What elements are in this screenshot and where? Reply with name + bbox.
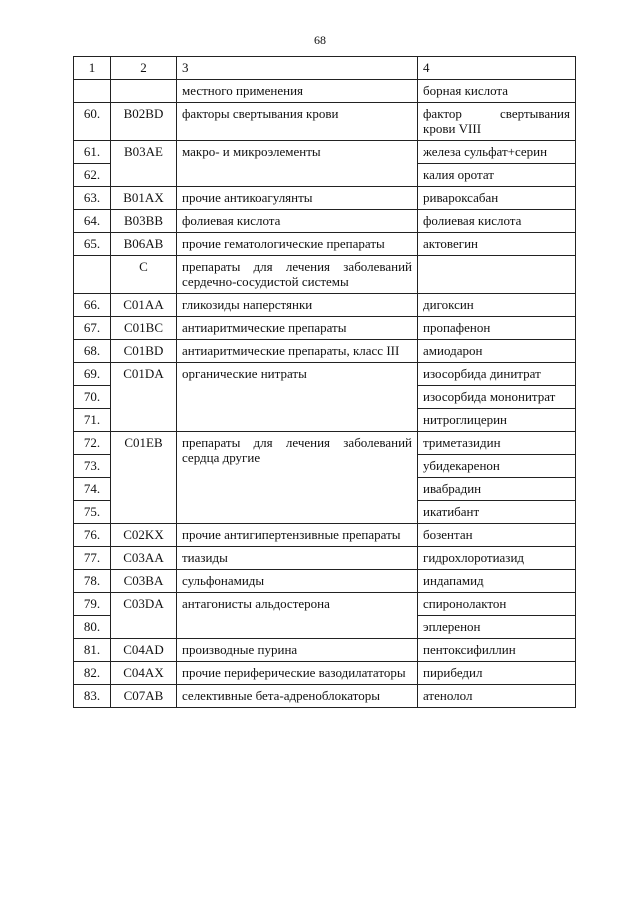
drug-group: гликозиды наперстянки	[177, 294, 418, 317]
atc-code: C07AB	[111, 685, 177, 708]
row-number: 64.	[74, 210, 111, 233]
row-number: 67.	[74, 317, 111, 340]
drug-name: пирибедил	[418, 662, 576, 685]
drug-group: производные пурина	[177, 639, 418, 662]
drug-group: прочие антигипертензивные препараты	[177, 524, 418, 547]
drug-name: изосорбида мононитрат	[418, 386, 576, 409]
table-row	[74, 233, 576, 256]
table-row	[74, 662, 576, 685]
drug-name: икатибант	[418, 501, 576, 524]
atc-code: C03DA	[111, 593, 177, 639]
drug-name: убидекаренон	[418, 455, 576, 478]
drug-group: антагонисты альдостерона	[177, 593, 418, 639]
drug-group: прочие антикоагулянты	[177, 187, 418, 210]
drug-group: препараты для лечения заболеваний сердечно-сосудистой системы	[177, 256, 418, 294]
drug-name: бозентан	[418, 524, 576, 547]
drug-name: эплеренон	[418, 616, 576, 639]
row-number	[74, 256, 111, 294]
row-number: 75.	[74, 501, 111, 524]
row-number: 63.	[74, 187, 111, 210]
table-row	[74, 141, 576, 164]
row-number: 65.	[74, 233, 111, 256]
table-header-row	[74, 57, 576, 80]
drug-name: актовегин	[418, 233, 576, 256]
table-row	[74, 210, 576, 233]
drug-name: атенолол	[418, 685, 576, 708]
drug-group: антиаритмические препараты	[177, 317, 418, 340]
atc-code: B03AE	[111, 141, 177, 187]
row-number: 72.	[74, 432, 111, 455]
drug-name: фолиевая кислота	[418, 210, 576, 233]
drug-group: местного применения	[177, 80, 418, 103]
drug-group: макро- и микроэлементы	[177, 141, 418, 187]
row-number: 71.	[74, 409, 111, 432]
page-number: 68	[314, 33, 326, 47]
atc-code: C04AX	[111, 662, 177, 685]
row-number	[74, 80, 111, 103]
table-row	[74, 80, 576, 103]
row-number: 62.	[74, 164, 111, 187]
drug-name: спиронолактон	[418, 593, 576, 616]
atc-code: C01DA	[111, 363, 177, 432]
table-row	[74, 103, 576, 141]
drug-name: фактор свертывания крови VIII	[418, 103, 576, 141]
drug-name: ивабрадин	[418, 478, 576, 501]
atc-code: C04AD	[111, 639, 177, 662]
row-number: 76.	[74, 524, 111, 547]
drug-name: нитроглицерин	[418, 409, 576, 432]
drug-group: фолиевая кислота	[177, 210, 418, 233]
drug-group: селективные бета-адреноблокаторы	[177, 685, 418, 708]
row-number: 60.	[74, 103, 111, 141]
drug-group: сульфонамиды	[177, 570, 418, 593]
row-number: 80.	[74, 616, 111, 639]
medication-table-body	[74, 57, 576, 708]
table-row	[74, 432, 576, 455]
row-number: 73.	[74, 455, 111, 478]
atc-code: C03AA	[111, 547, 177, 570]
drug-group: прочие периферические вазодилататоры	[177, 662, 418, 685]
drug-name: дигоксин	[418, 294, 576, 317]
atc-code: B06AB	[111, 233, 177, 256]
drug-name: индапамид	[418, 570, 576, 593]
drug-group: препараты для лечения заболеваний сердца другие	[177, 432, 418, 524]
drug-group: факторы свертывания крови	[177, 103, 418, 141]
medication-table	[73, 56, 576, 708]
row-number: 66.	[74, 294, 111, 317]
atc-code: B02BD	[111, 103, 177, 141]
atc-code: B01AX	[111, 187, 177, 210]
row-number: 79.	[74, 593, 111, 616]
table-row	[74, 340, 576, 363]
drug-name: изосорбида динитрат	[418, 363, 576, 386]
drug-group: антиаритмические препараты, класс III	[177, 340, 418, 363]
drug-name: калия оротат	[418, 164, 576, 187]
table-row	[74, 256, 576, 294]
atc-code	[111, 80, 177, 103]
header-col-1: 1	[74, 57, 111, 80]
row-number: 81.	[74, 639, 111, 662]
drug-name: пентоксифиллин	[418, 639, 576, 662]
drug-name: амиодарон	[418, 340, 576, 363]
atc-code: C03BA	[111, 570, 177, 593]
table-row	[74, 547, 576, 570]
atc-code: C01BC	[111, 317, 177, 340]
drug-name: триметазидин	[418, 432, 576, 455]
drug-group: прочие гематологические препараты	[177, 233, 418, 256]
header-col-2: 2	[111, 57, 177, 80]
row-number: 78.	[74, 570, 111, 593]
row-number: 83.	[74, 685, 111, 708]
row-number: 69.	[74, 363, 111, 386]
row-number: 68.	[74, 340, 111, 363]
table-row	[74, 685, 576, 708]
drug-name: гидрохлоротиазид	[418, 547, 576, 570]
row-number: 70.	[74, 386, 111, 409]
row-number: 77.	[74, 547, 111, 570]
drug-name: пропафенон	[418, 317, 576, 340]
table-row	[74, 524, 576, 547]
atc-code: C01AA	[111, 294, 177, 317]
row-number: 74.	[74, 478, 111, 501]
table-row	[74, 363, 576, 386]
table-row	[74, 570, 576, 593]
row-number: 82.	[74, 662, 111, 685]
header-col-4: 4	[418, 57, 576, 80]
drug-name: железа сульфат+серин	[418, 141, 576, 164]
drug-group: органические нитраты	[177, 363, 418, 432]
atc-code: C	[111, 256, 177, 294]
drug-name: борная кислота	[418, 80, 576, 103]
table-row	[74, 294, 576, 317]
atc-code: C01BD	[111, 340, 177, 363]
table-row	[74, 187, 576, 210]
row-number: 61.	[74, 141, 111, 164]
table-row	[74, 593, 576, 616]
table-row	[74, 317, 576, 340]
atc-code: C02KX	[111, 524, 177, 547]
drug-name	[418, 256, 576, 294]
header-col-3: 3	[177, 57, 418, 80]
atc-code: C01EB	[111, 432, 177, 524]
drug-group: тиазиды	[177, 547, 418, 570]
table-row	[74, 639, 576, 662]
drug-name: ривароксабан	[418, 187, 576, 210]
atc-code: B03BB	[111, 210, 177, 233]
